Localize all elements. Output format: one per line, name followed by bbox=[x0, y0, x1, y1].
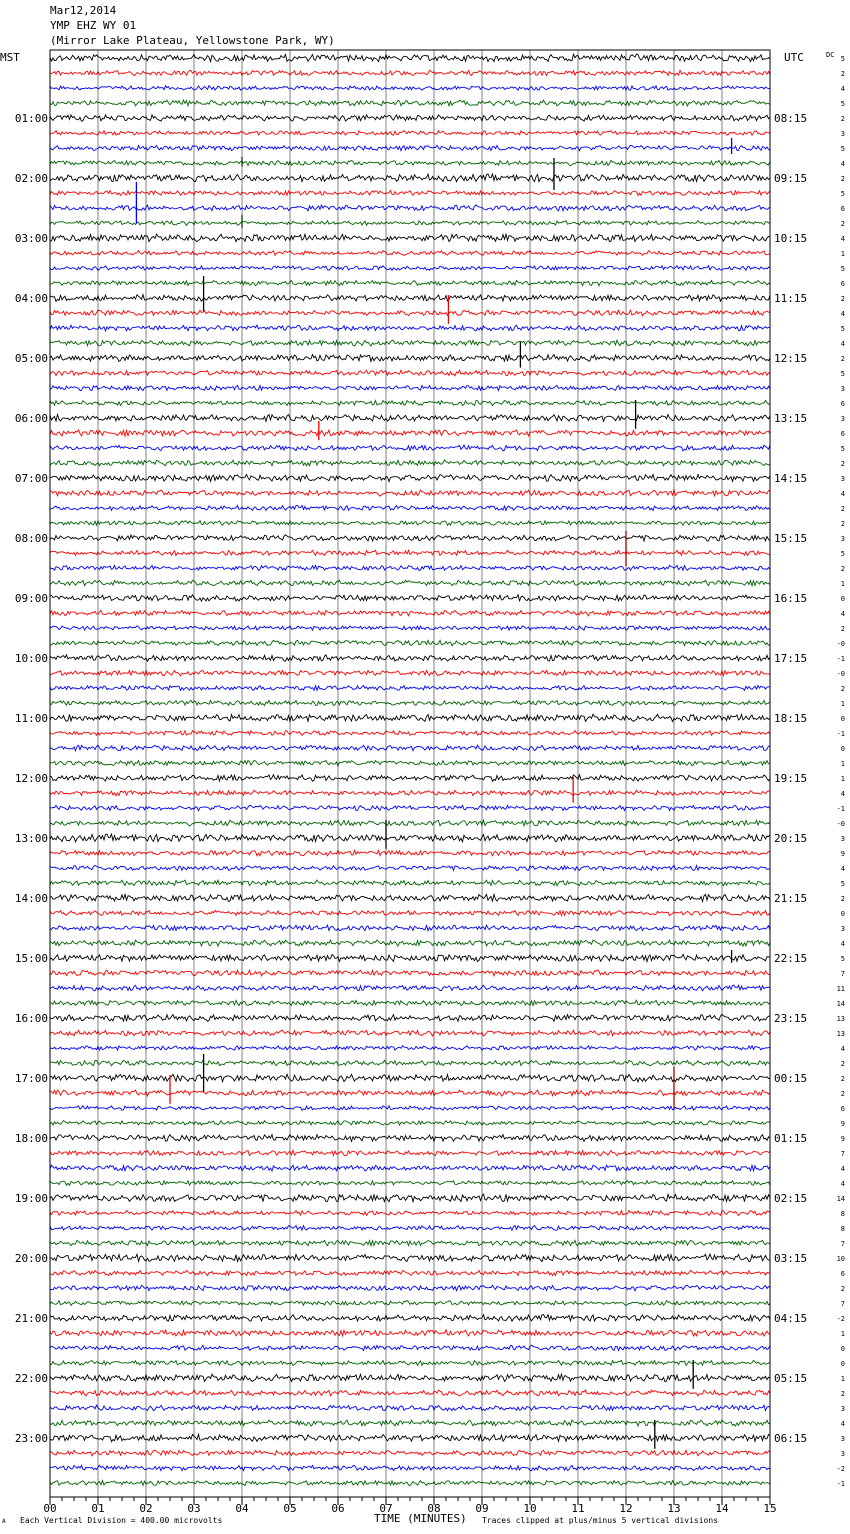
dc-offset-label: 3 bbox=[840, 925, 845, 933]
left-hour-label: 14:00 bbox=[14, 892, 48, 905]
dc-offset-label: 1 bbox=[840, 250, 845, 258]
trace-row-11 bbox=[50, 221, 770, 226]
dc-offset-label: 10 bbox=[836, 1255, 845, 1263]
trace-row-40 bbox=[50, 655, 770, 661]
dc-offset-label: 2 bbox=[840, 70, 845, 78]
dc-offset-label: 2 bbox=[840, 895, 845, 903]
trace-row-9 bbox=[50, 190, 770, 195]
dc-offset-label: 1 bbox=[840, 1330, 845, 1338]
dc-offset-label: 3 bbox=[840, 835, 845, 843]
x-tick-label-00: 00 bbox=[43, 1502, 57, 1515]
trace-row-73 bbox=[50, 1150, 770, 1155]
right-hour-label: 15:15 bbox=[774, 532, 808, 545]
right-hour-label: 10:15 bbox=[774, 232, 808, 245]
trace-row-7 bbox=[50, 160, 770, 166]
trace-row-54 bbox=[50, 865, 770, 870]
dc-offset-label: 2 bbox=[840, 1060, 845, 1068]
left-hour-label: 12:00 bbox=[14, 772, 48, 785]
trace-row-41 bbox=[50, 670, 770, 675]
x-tick-label-10: 10 bbox=[523, 1502, 537, 1515]
dc-offset-label: 0 bbox=[840, 1345, 845, 1353]
trace-row-8 bbox=[50, 174, 770, 182]
dc-offset-label: 1 bbox=[840, 760, 845, 768]
trace-row-25 bbox=[50, 430, 770, 436]
trace-row-33 bbox=[50, 550, 770, 555]
trace-row-74 bbox=[50, 1165, 770, 1171]
dc-offset-label: -0 bbox=[836, 820, 845, 828]
dc-offset-label: 4 bbox=[840, 235, 845, 243]
right-hour-label: 16:15 bbox=[774, 592, 808, 605]
dc-offset-label: 9 bbox=[840, 1120, 845, 1128]
dc-offset-label: 7 bbox=[840, 970, 845, 978]
trace-row-42 bbox=[50, 686, 770, 691]
dc-offset-label: -1 bbox=[836, 805, 845, 813]
dc-offset-label: 4 bbox=[840, 310, 845, 318]
dc-offset-label: 5 bbox=[840, 880, 845, 888]
dc-offset-label: 3 bbox=[840, 475, 845, 483]
trace-row-21 bbox=[50, 370, 770, 376]
trace-layer bbox=[50, 54, 770, 1485]
left-hour-label: 11:00 bbox=[14, 712, 48, 725]
trace-row-2 bbox=[50, 86, 770, 91]
dc-offset-label: 2 bbox=[840, 1090, 845, 1098]
right-hour-label: 18:15 bbox=[774, 712, 808, 725]
trace-row-31 bbox=[50, 521, 770, 526]
dc-offset-label: 5 bbox=[840, 55, 845, 63]
trace-row-67 bbox=[50, 1060, 770, 1065]
trace-row-81 bbox=[50, 1270, 770, 1275]
trace-row-44 bbox=[50, 714, 770, 721]
trace-row-20 bbox=[50, 355, 770, 362]
dc-offset-label: 5 bbox=[840, 145, 845, 153]
trace-row-22 bbox=[50, 385, 770, 390]
plot-date: Mar12,2014 bbox=[50, 4, 117, 17]
dc-offset-label: 5 bbox=[840, 325, 845, 333]
right-hour-label: 05:15 bbox=[774, 1372, 808, 1385]
trace-row-34 bbox=[50, 565, 770, 570]
trace-row-0 bbox=[50, 54, 770, 62]
scale-mark: A bbox=[2, 1518, 6, 1525]
dc-offset-label: 13 bbox=[836, 1015, 845, 1023]
trace-row-94 bbox=[50, 1465, 770, 1470]
dc-offset-label: 2 bbox=[840, 295, 845, 303]
left-hour-label: 16:00 bbox=[14, 1012, 48, 1025]
x-axis-label: TIME (MINUTES) bbox=[374, 1512, 467, 1525]
trace-row-82 bbox=[50, 1285, 770, 1291]
trace-row-24 bbox=[50, 415, 770, 422]
trace-row-92 bbox=[50, 1434, 770, 1441]
dc-offset-label: 3 bbox=[840, 130, 845, 138]
trace-row-56 bbox=[50, 894, 770, 901]
trace-row-91 bbox=[50, 1420, 770, 1426]
trace-row-57 bbox=[50, 910, 770, 915]
dc-offset-label: 5 bbox=[840, 445, 845, 453]
trace-row-47 bbox=[50, 760, 770, 765]
trace-row-17 bbox=[50, 310, 770, 316]
trace-row-1 bbox=[50, 70, 770, 75]
dc-offset-label: 6 bbox=[840, 280, 845, 288]
dc-offset-label: 2 bbox=[840, 1075, 845, 1083]
dc-offset-label: 7 bbox=[840, 1240, 845, 1248]
trace-row-64 bbox=[50, 1014, 770, 1021]
trace-row-88 bbox=[50, 1374, 770, 1381]
dc-offset-label: -1 bbox=[836, 1480, 845, 1488]
x-tick-label-06: 06 bbox=[331, 1502, 345, 1515]
trace-row-68 bbox=[50, 1074, 770, 1082]
dc-offset-label: 2 bbox=[840, 1285, 845, 1293]
dc-offset-label: 3 bbox=[840, 1435, 845, 1443]
left-hour-label: 20:00 bbox=[14, 1252, 48, 1265]
trace-row-39 bbox=[50, 640, 770, 646]
trace-row-45 bbox=[50, 731, 770, 736]
dc-offset-label: 2 bbox=[840, 220, 845, 228]
dc-offset-label: 0 bbox=[840, 595, 845, 603]
trace-row-14 bbox=[50, 266, 770, 271]
dc-offset-label: 3 bbox=[840, 1450, 845, 1458]
trace-row-69 bbox=[50, 1090, 770, 1096]
dc-offset-label: 5 bbox=[840, 265, 845, 273]
trace-row-37 bbox=[50, 610, 770, 615]
dc-offset-label: 4 bbox=[840, 85, 845, 93]
dc-offset-label: 3 bbox=[840, 385, 845, 393]
trace-row-65 bbox=[50, 1030, 770, 1036]
dc-offset-label: -1 bbox=[836, 655, 845, 663]
left-hour-label: 19:00 bbox=[14, 1192, 48, 1205]
dc-offset-label: 1 bbox=[840, 700, 845, 708]
x-tick-label-11: 11 bbox=[571, 1502, 585, 1515]
dc-offset-label: 0 bbox=[840, 910, 845, 918]
trace-row-4 bbox=[50, 115, 770, 121]
dc-offset-label: 0 bbox=[840, 1360, 845, 1368]
x-tick-label-08: 08 bbox=[427, 1502, 441, 1515]
trace-row-46 bbox=[50, 745, 770, 751]
dc-offset-label: 2 bbox=[840, 565, 845, 573]
left-hour-label: 08:00 bbox=[14, 532, 48, 545]
trace-row-3 bbox=[50, 100, 770, 106]
dc-offset-label: 2 bbox=[840, 505, 845, 513]
left-hour-label: 05:00 bbox=[14, 352, 48, 365]
dc-offset-label: 8 bbox=[840, 1225, 845, 1233]
trace-row-18 bbox=[50, 325, 770, 331]
x-tick-label-05: 05 bbox=[283, 1502, 297, 1515]
x-tick-label-07: 07 bbox=[379, 1502, 393, 1515]
dc-offset-label: 13 bbox=[836, 1030, 845, 1038]
trace-row-32 bbox=[50, 535, 770, 541]
dc-offset-label: 4 bbox=[840, 790, 845, 798]
trace-row-27 bbox=[50, 460, 770, 466]
trace-row-71 bbox=[50, 1121, 770, 1126]
right-hour-label: 13:15 bbox=[774, 412, 808, 425]
trace-row-78 bbox=[50, 1226, 770, 1231]
right-hour-label: 09:15 bbox=[774, 172, 808, 185]
dc-offset-label: 4 bbox=[840, 160, 845, 168]
dc-offset-label: 2 bbox=[840, 460, 845, 468]
dc-offset-label: 4 bbox=[840, 340, 845, 348]
dc-offset-label: 14 bbox=[836, 1195, 845, 1203]
trace-row-58 bbox=[50, 925, 770, 931]
dc-offset-label: 6 bbox=[840, 430, 845, 438]
label-layer bbox=[15, 55, 845, 1515]
trace-row-29 bbox=[50, 490, 770, 496]
trace-row-90 bbox=[50, 1405, 770, 1411]
x-tick-label-04: 04 bbox=[235, 1502, 249, 1515]
trace-row-85 bbox=[50, 1330, 770, 1336]
left-hour-label: 06:00 bbox=[14, 412, 48, 425]
trace-row-60 bbox=[50, 954, 770, 961]
trace-row-66 bbox=[50, 1046, 770, 1051]
dc-offset-label: 8 bbox=[840, 1210, 845, 1218]
dc-offset-label: 7 bbox=[840, 1300, 845, 1308]
trace-row-5 bbox=[50, 131, 770, 136]
x-tick-label-01: 01 bbox=[91, 1502, 105, 1515]
right-hour-label: 08:15 bbox=[774, 112, 808, 125]
dc-offset-label: 14 bbox=[836, 1000, 845, 1008]
x-tick-label-15: 15 bbox=[763, 1502, 777, 1515]
trace-row-87 bbox=[50, 1360, 770, 1365]
trace-row-62 bbox=[50, 985, 770, 991]
left-hour-label: 04:00 bbox=[14, 292, 48, 305]
left-hour-label: 07:00 bbox=[14, 472, 48, 485]
trace-row-76 bbox=[50, 1194, 770, 1202]
dc-offset-label: 9 bbox=[840, 850, 845, 858]
x-tick-label-14: 14 bbox=[715, 1502, 729, 1515]
trace-row-79 bbox=[50, 1240, 770, 1246]
trace-row-72 bbox=[50, 1135, 770, 1142]
right-timezone-label: UTC bbox=[784, 51, 804, 64]
trace-row-86 bbox=[50, 1345, 770, 1350]
x-tick-label-12: 12 bbox=[619, 1502, 633, 1515]
station-location: (Mirror Lake Plateau, Yellowstone Park, WY) bbox=[50, 34, 335, 47]
dc-offset-label: 3 bbox=[840, 1405, 845, 1413]
trace-row-16 bbox=[50, 295, 770, 302]
left-hour-label: 01:00 bbox=[14, 112, 48, 125]
trace-row-70 bbox=[50, 1106, 770, 1111]
trace-row-93 bbox=[50, 1450, 770, 1456]
trace-row-53 bbox=[50, 850, 770, 855]
dc-offset-label: 4 bbox=[840, 1420, 845, 1428]
x-tick-label-09: 09 bbox=[475, 1502, 489, 1515]
dc-offset-label: 6 bbox=[840, 1105, 845, 1113]
trace-row-23 bbox=[50, 401, 770, 406]
dc-offset-label: 2 bbox=[840, 685, 845, 693]
right-hour-label: 17:15 bbox=[774, 652, 808, 665]
trace-row-83 bbox=[50, 1301, 770, 1306]
trace-row-63 bbox=[50, 1000, 770, 1005]
trace-row-36 bbox=[50, 595, 770, 601]
dc-header-label: DC bbox=[826, 51, 835, 59]
dc-offset-label: 6 bbox=[840, 205, 845, 213]
trace-row-13 bbox=[50, 251, 770, 256]
dc-offset-label: 0 bbox=[840, 715, 845, 723]
dc-offset-label: 3 bbox=[840, 535, 845, 543]
trace-row-12 bbox=[50, 234, 770, 242]
dc-offset-label: 4 bbox=[840, 1180, 845, 1188]
dc-offset-label: -0 bbox=[836, 640, 845, 648]
dc-offset-label: -2 bbox=[836, 1465, 845, 1473]
dc-offset-label: 1 bbox=[840, 775, 845, 783]
trace-row-80 bbox=[50, 1254, 770, 1262]
right-hour-label: 03:15 bbox=[774, 1252, 808, 1265]
right-hour-label: 12:15 bbox=[774, 352, 808, 365]
right-hour-label: 04:15 bbox=[774, 1312, 808, 1325]
trace-row-28 bbox=[50, 475, 770, 482]
dc-offset-label: 11 bbox=[836, 985, 845, 993]
x-tick-label-13: 13 bbox=[667, 1502, 681, 1515]
dc-offset-label: 4 bbox=[840, 490, 845, 498]
left-hour-label: 10:00 bbox=[14, 652, 48, 665]
dc-offset-label: 0 bbox=[840, 745, 845, 753]
trace-row-30 bbox=[50, 505, 770, 510]
trace-row-10 bbox=[50, 205, 770, 211]
dc-offset-label: 3 bbox=[840, 415, 845, 423]
right-hour-label: 22:15 bbox=[774, 952, 808, 965]
trace-row-26 bbox=[50, 445, 770, 451]
dc-offset-label: 7 bbox=[840, 1150, 845, 1158]
trace-row-59 bbox=[50, 940, 770, 946]
x-tick-label-03: 03 bbox=[187, 1502, 201, 1515]
trace-row-6 bbox=[50, 145, 770, 150]
right-hour-label: 14:15 bbox=[774, 472, 808, 485]
left-hour-label: 09:00 bbox=[14, 592, 48, 605]
right-hour-label: 02:15 bbox=[774, 1192, 808, 1205]
dc-offset-label: 2 bbox=[840, 1390, 845, 1398]
left-hour-label: 17:00 bbox=[14, 1072, 48, 1085]
dc-offset-label: 2 bbox=[840, 355, 845, 363]
trace-row-38 bbox=[50, 626, 770, 630]
right-hour-label: 00:15 bbox=[774, 1072, 808, 1085]
dc-offset-label: 1 bbox=[840, 580, 845, 588]
dc-offset-label: 2 bbox=[840, 625, 845, 633]
left-timezone-label: MST bbox=[0, 51, 20, 64]
trace-row-43 bbox=[50, 700, 770, 705]
dc-offset-label: 4 bbox=[840, 1165, 845, 1173]
right-hour-label: 23:15 bbox=[774, 1012, 808, 1025]
trace-row-52 bbox=[50, 834, 770, 842]
trace-row-15 bbox=[50, 280, 770, 285]
trace-row-95 bbox=[50, 1481, 770, 1486]
right-hour-label: 21:15 bbox=[774, 892, 808, 905]
dc-offset-label: 4 bbox=[840, 865, 845, 873]
dc-offset-label: 5 bbox=[840, 370, 845, 378]
clip-note: Traces clipped at plus/minus 5 vertical divisions bbox=[482, 1516, 719, 1525]
trace-row-48 bbox=[50, 775, 770, 782]
right-hour-label: 20:15 bbox=[774, 832, 808, 845]
dc-offset-label: 5 bbox=[840, 100, 845, 108]
left-hour-label: 23:00 bbox=[14, 1432, 48, 1445]
station-name: YMP EHZ WY 01 bbox=[50, 19, 137, 32]
dc-offset-label: -0 bbox=[836, 670, 845, 678]
trace-row-19 bbox=[50, 340, 770, 346]
right-hour-label: 19:15 bbox=[774, 772, 808, 785]
dc-offset-label: 5 bbox=[840, 550, 845, 558]
dc-offset-label: 5 bbox=[840, 955, 845, 963]
dc-offset-label: 2 bbox=[840, 115, 845, 123]
dc-offset-label: 4 bbox=[840, 610, 845, 618]
dc-offset-label: -1 bbox=[836, 730, 845, 738]
trace-row-75 bbox=[50, 1181, 770, 1186]
left-hour-label: 18:00 bbox=[14, 1132, 48, 1145]
dc-offset-label: 6 bbox=[840, 400, 845, 408]
trace-row-55 bbox=[50, 880, 770, 886]
left-hour-label: 21:00 bbox=[14, 1312, 48, 1325]
trace-row-35 bbox=[50, 580, 770, 586]
right-hour-label: 06:15 bbox=[774, 1432, 808, 1445]
trace-row-84 bbox=[50, 1315, 770, 1322]
x-tick-label-02: 02 bbox=[139, 1502, 153, 1515]
dc-offset-label: 9 bbox=[840, 1135, 845, 1143]
left-hour-label: 13:00 bbox=[14, 832, 48, 845]
trace-row-50 bbox=[50, 805, 770, 810]
dc-offset-label: 6 bbox=[840, 1270, 845, 1278]
trace-row-77 bbox=[50, 1211, 770, 1216]
dc-offset-label: 5 bbox=[840, 190, 845, 198]
trace-row-89 bbox=[50, 1390, 770, 1396]
trace-row-51 bbox=[50, 820, 770, 826]
right-hour-label: 01:15 bbox=[774, 1132, 808, 1145]
dc-offset-label: 2 bbox=[840, 175, 845, 183]
dc-offset-label: 4 bbox=[840, 1045, 845, 1053]
right-hour-label: 11:15 bbox=[774, 292, 808, 305]
left-hour-label: 02:00 bbox=[14, 172, 48, 185]
dc-offset-label: -2 bbox=[836, 1315, 845, 1323]
trace-row-61 bbox=[50, 970, 770, 976]
dc-offset-label: 4 bbox=[840, 940, 845, 948]
trace-row-49 bbox=[50, 790, 770, 796]
dc-offset-label: 1 bbox=[840, 1375, 845, 1383]
dc-offset-label: 2 bbox=[840, 520, 845, 528]
scale-note: Each Vertical Division = 400.00 microvolts bbox=[20, 1516, 223, 1525]
left-hour-label: 22:00 bbox=[14, 1372, 48, 1385]
left-hour-label: 15:00 bbox=[14, 952, 48, 965]
left-hour-label: 03:00 bbox=[14, 232, 48, 245]
